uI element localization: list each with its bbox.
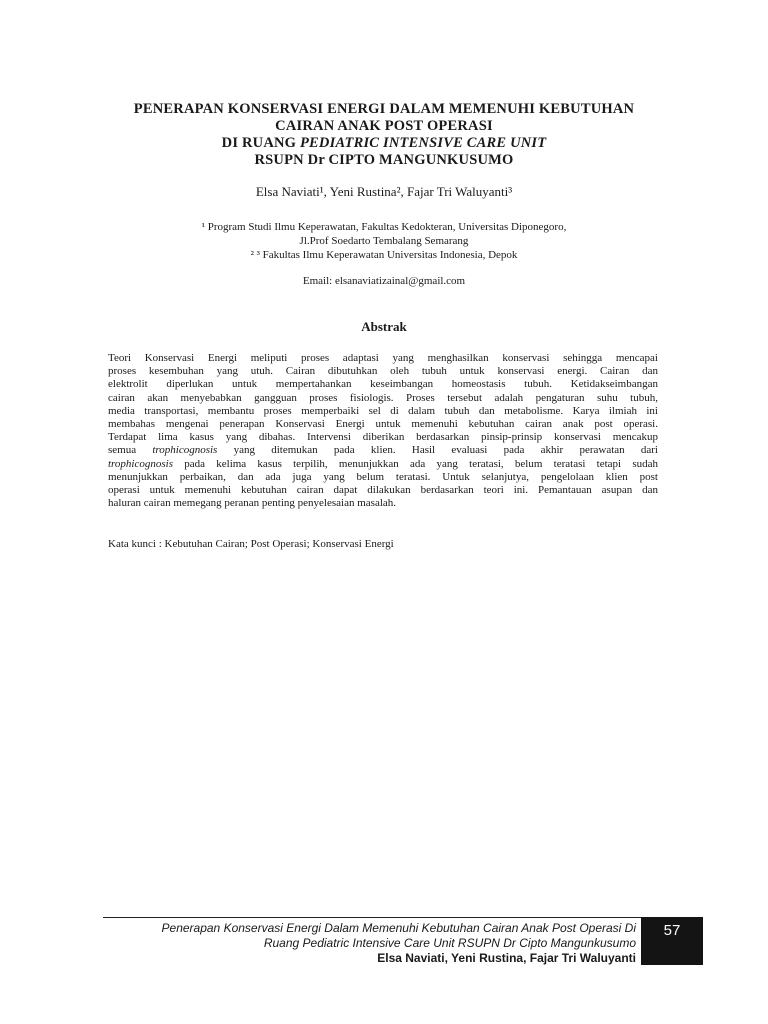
abstract-line: elektrolit diperlukan untuk mempertahankan keseimbangan homeostasis tubuh. Ketidakseimbangan [108,378,658,391]
abstract-line-9-b: pada kelima kasus terpilih, menunjukkan ada yang teratasi, belum teratasi tetapi sudah [173,457,658,470]
title-line-2: CAIRAN ANAK POST OPERASI [275,118,493,134]
abstract-line: cairan akan menyebabkan gangguan proses fisiologis. Proses tersebut adalah pengaturan suhu tubuh, [108,391,658,404]
author-list: Elsa Naviati¹, Yeni Rustina², Fajar Tri Waluyanti³ [255,184,513,199]
title-line-3-italic: PEDIATRIC INTENSIVE CARE UNIT [300,135,547,151]
title-line-3-prefix: DI RUANG [221,135,300,151]
paper-title [60,101,708,169]
footer-authors: Elsa Naviati, Yeni Rustina, Fajar Tri Waluyanti [377,951,636,965]
abstract-term-italic: trophicognosis [152,444,218,457]
title-line-4: RSUPN Dr CIPTO MANGUNKUSUMO [254,152,514,168]
abstract-heading: Abstrak [361,319,407,334]
title-line-1: PENERAPAN KONSERVASI ENERGI DALAM MEMENUHI KEBUTUHAN [133,101,635,117]
abstract-line-8-b: yang ditemukan pada klien. Hasil evaluasi pada akhir perawatan dari [217,444,658,457]
abstract-line: proses kesembuhan yang utuh. Cairan dibutuhkan oleh tubuh untuk konservasi energi. Cairan dan [108,365,658,378]
keywords: Kata kunci : Kebutuhan Cairan; Post Operasi; Konservasi Energi [108,538,394,550]
running-footer [103,921,636,966]
footer-divider [103,917,641,918]
abstract-line: media transportasi, membantu proses memperbaiki sel di dalam tubuh dan metabolisme. Karya ilmiah ini [108,404,658,417]
footer-title-line-2: Ruang Pediatric Intensive Care Unit RSUPN Dr Cipto Mangunkusumo [263,936,636,950]
abstract-line [108,458,658,471]
footer-title-line-1: Penerapan Konservasi Energi Dalam Memenuhi Kebutuhan Cairan Anak Post Operasi Di [161,921,636,935]
page-number-badge [641,917,703,965]
affiliation-line-1: ¹ Program Studi Ilmu Keperawatan, Fakultas Kedokteran, Universitas Diponegoro, [201,221,567,233]
abstract-term-italic: trophicognosis [108,457,173,470]
abstract-line: Teori Konservasi Energi meliputi proses adaptasi yang menghasilkan konservasi sehingga mencapai [108,352,658,364]
abstract-line: Terdapat lima kasus yang dibahas. Intervensi diberikan berdasarkan pinsip-prinsip konservasi mencakup [108,431,658,444]
title-line-3 [60,135,708,152]
affiliation-line-2: Jl.Prof Soedarto Tembalang Semarang [299,235,469,247]
abstract-line: operasi untuk memenuhi kebutuhan cairan dapat dilakukan berdasarkan teori ini. Pemantauan asupan dan [108,484,658,497]
abstract-line-8-a: semua [108,444,153,457]
abstract-line: membahas mengenai penerapan Konservasi Energi untuk memenuhi kebutuhan cairan anak post operasi. [108,418,658,431]
abstract-line: menunjukkan perbaikan, dan ada juga yang belum teratasi. Untuk selanjutya, pengelolaan klien post [108,470,658,483]
abstract-line [108,444,658,457]
abstract-body [108,352,658,510]
page-number: 57 [663,922,681,939]
affiliation-line-3: ² ³ Fakultas Ilmu Keperawatan Universitas Indonesia, Depok [250,249,518,261]
abstract-line: haluran cairan memegang peranan penting penyelesaian masalah. [108,497,397,510]
affiliations [60,220,708,262]
contact-email: Email: elsanaviatizainal@gmail.com [302,275,466,287]
